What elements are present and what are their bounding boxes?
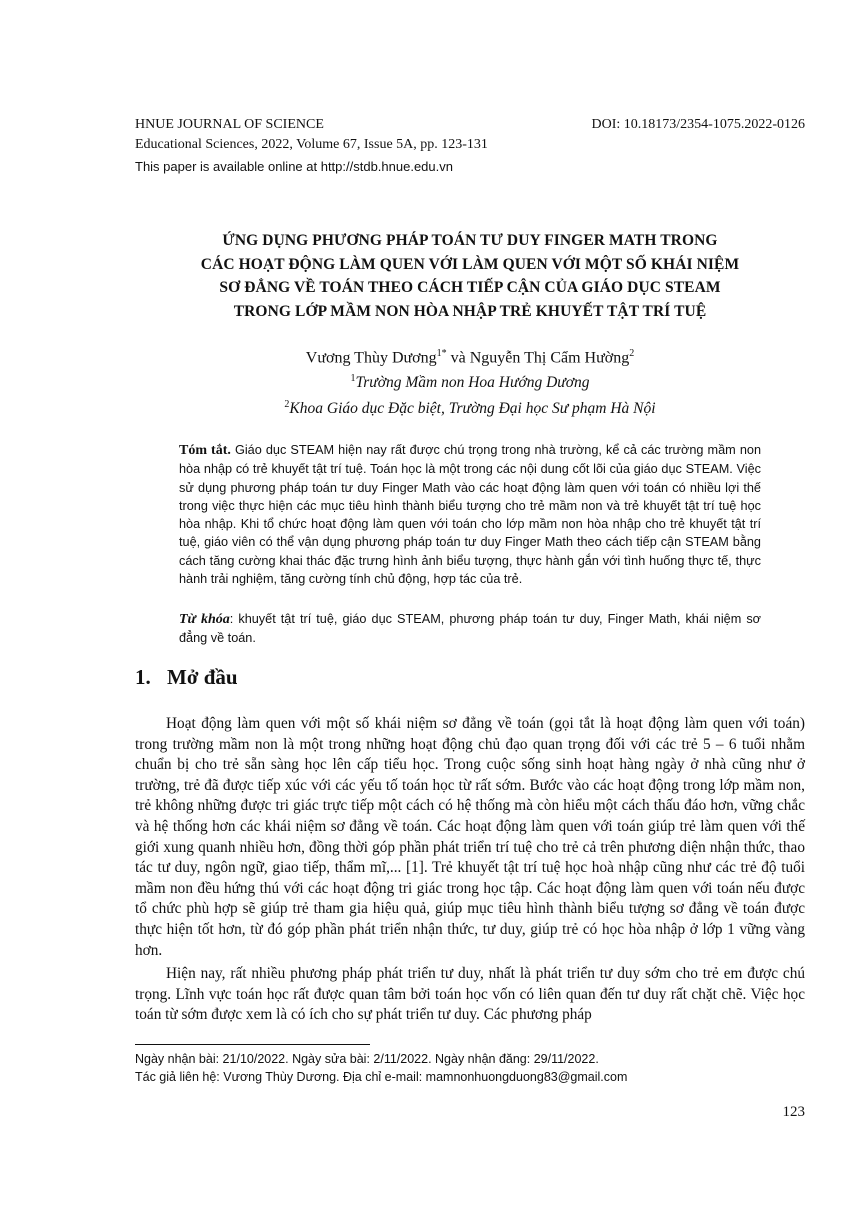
abstract-label: Tóm tắt. bbox=[179, 443, 231, 458]
issue-info: Educational Sciences, 2022, Volume 67, Issue 5A, pp. 123-131 bbox=[135, 137, 488, 152]
footnote-divider bbox=[135, 1044, 370, 1045]
keywords bbox=[179, 610, 761, 648]
affiliation bbox=[135, 395, 805, 419]
journal-header bbox=[135, 116, 805, 134]
section-title: Mở đầu bbox=[167, 665, 238, 689]
title-line: CÁC HOẠT ĐỘNG LÀM QUEN VỚI LÀM QUEN VỚI MỘT SỐ KHÁI NIỆM bbox=[200, 255, 740, 273]
keywords-label: Từ khóa bbox=[179, 612, 230, 627]
author-name: Nguyễn Thị Cẩm Hường bbox=[469, 349, 630, 367]
body-paragraph bbox=[135, 964, 805, 1026]
author-marker: 2 bbox=[629, 348, 635, 359]
section-number: 1. bbox=[135, 665, 151, 689]
paragraph-text: Hiện nay, rất nhiều phương pháp phát triển tư duy, nhất là phát triển tư duy sớm cho trẻ em được chú trọng. Lĩnh vực toán học rất được quan tâm bởi toán học vốn có liên quan đến tư duy rất chặt chẽ. Việc học toán từ sớm được xem là có ích cho sự phát triển tư duy. Các phương pháp bbox=[135, 965, 805, 1024]
keywords-text: : khuyết tật trí tuệ, giáo dục STEAM, phương pháp toán tư duy, Finger Math, khái niệm sơ đẳng về toán. bbox=[179, 612, 761, 646]
doi: DOI: 10.18173/2354-1075.2022-0126 bbox=[591, 117, 805, 132]
affiliation-text: Khoa Giáo dục Đặc biệt, Trường Đại học Sư phạm Hà Nội bbox=[289, 400, 656, 418]
author-name: Vương Thùy Dương bbox=[305, 349, 437, 367]
affiliation bbox=[135, 369, 805, 393]
affiliation-marker: 2 bbox=[284, 399, 290, 410]
abstract bbox=[179, 441, 761, 588]
author-conjunction: và bbox=[446, 349, 470, 367]
online-info: This paper is available online at http://stdb.hnue.edu.vn bbox=[135, 159, 453, 174]
author-list bbox=[135, 344, 805, 368]
affiliation-marker: 1 bbox=[350, 373, 356, 384]
paragraph-text: Hoạt động làm quen với một số khái niệm sơ đẳng về toán (gọi tắt là hoạt động làm quen với toán) trong trường mầm non là một trong những hoạt động chủ đạo quan trọng đối với các trẻ 5 – 6 tuổi nhằm chuẩn bị cho trẻ sẵn sàng học lên cấp tiểu học. Trong cuộc sống sinh hoạt hàng ngày ở nhà cũng như ở trường, trẻ đã được tiếp xúc với các yếu tố toán học từ rất sớm. Bước vào các hoạt động trong lớp mầm non, trẻ không những được tri giác trực tiếp một cách có hệ thống mà còn hiểu một cách thấu đáo hơn, vững chắc và hệ thống hơn các khái niệm sơ đẳng về toán. Các hoạt động làm quen với toán giúp trẻ làm quen với thế giới xung quanh nhiều hơn, đồng thời góp phần phát triển trí tuệ cho trẻ cả trên phương diện nhận thức, thao tác tư duy, ngôn ngữ, giao tiếp, thẩm mĩ,... [1]. Trẻ khuyết tật trí tuệ học hoà nhập cũng như các trẻ độ tuổi mầm non đều hứng thú với các hoạt động tri giác trong học tập. Các hoạt động làm quen với toán nếu được tổ chức phù hợp sẽ giúp trẻ tham gia hiệu quả, giúp mục tiêu hình thành biểu tượng sơ đẳng về toán được thực hiện tốt hơn, từ đó góp phần phát triển nhận thức, tư duy, giúp trẻ có học hòa nhập ở lớp 1 vững vàng hơn. bbox=[135, 715, 805, 959]
affiliation-text: Trường Mầm non Hoa Hướng Dương bbox=[355, 374, 590, 392]
section-heading bbox=[135, 664, 238, 690]
paper-title bbox=[135, 229, 805, 323]
author-marker: 1* bbox=[436, 348, 447, 359]
abstract-text: Giáo dục STEAM hiện nay rất được chú trọng trong nhà trường, kể cả các trường mầm non hòa nhập có trẻ khuyết tật trí tuệ. Toán học là một trong các nội dung cốt lõi của giáo dục STEAM. Việc sử dụng phương pháp toán tư duy Finger Math vào các hoạt động làm quen với toán có nhiều lợi thế trong việc thực hiện các mục tiêu hình thành biểu tượng cho trẻ mầm non và trẻ khuyết tật trí tuệ học hòa nhập. Khi tổ chức hoạt động làm quen với toán cho lớp mầm non hòa nhập cho trẻ khuyết tật trí tuệ, giáo viên có thể vận dụng phương pháp toán tư duy Finger Math theo cách tiếp cận STEAM bằng cách tăng cường khai thác đặc trưng hình ảnh biểu tượng, thực hành gắn với tình huống thực tế, thực hành trải nghiệm, tăng cường tính chủ động, hợp tác của trẻ. bbox=[179, 443, 762, 587]
title-line: ỨNG DỤNG PHƯƠNG PHÁP TOÁN TƯ DUY FINGER MATH TRONG bbox=[222, 232, 718, 249]
journal-name: HNUE JOURNAL OF SCIENCE bbox=[135, 117, 324, 132]
body-paragraph bbox=[135, 714, 805, 961]
footnote-dates: Ngày nhận bài: 21/10/2022. Ngày sửa bài: 2/11/2022. Ngày nhận đăng: 29/11/2022. bbox=[135, 1052, 599, 1066]
title-line: SƠ ĐẲNG VỀ TOÁN THEO CÁCH TIẾP CẬN CỦA GIÁO DỤC STEAM bbox=[219, 279, 721, 296]
page-number: 123 bbox=[782, 1104, 805, 1120]
title-line: TRONG LỚP MẦM NON HÒA NHẬP TRẺ KHUYẾT TẬT TRÍ TUỆ bbox=[233, 302, 707, 320]
footnote-contact: Tác giả liên hệ: Vương Thùy Dương. Địa chỉ e-mail: mamnonhuongduong83@gmail.com bbox=[135, 1070, 628, 1084]
